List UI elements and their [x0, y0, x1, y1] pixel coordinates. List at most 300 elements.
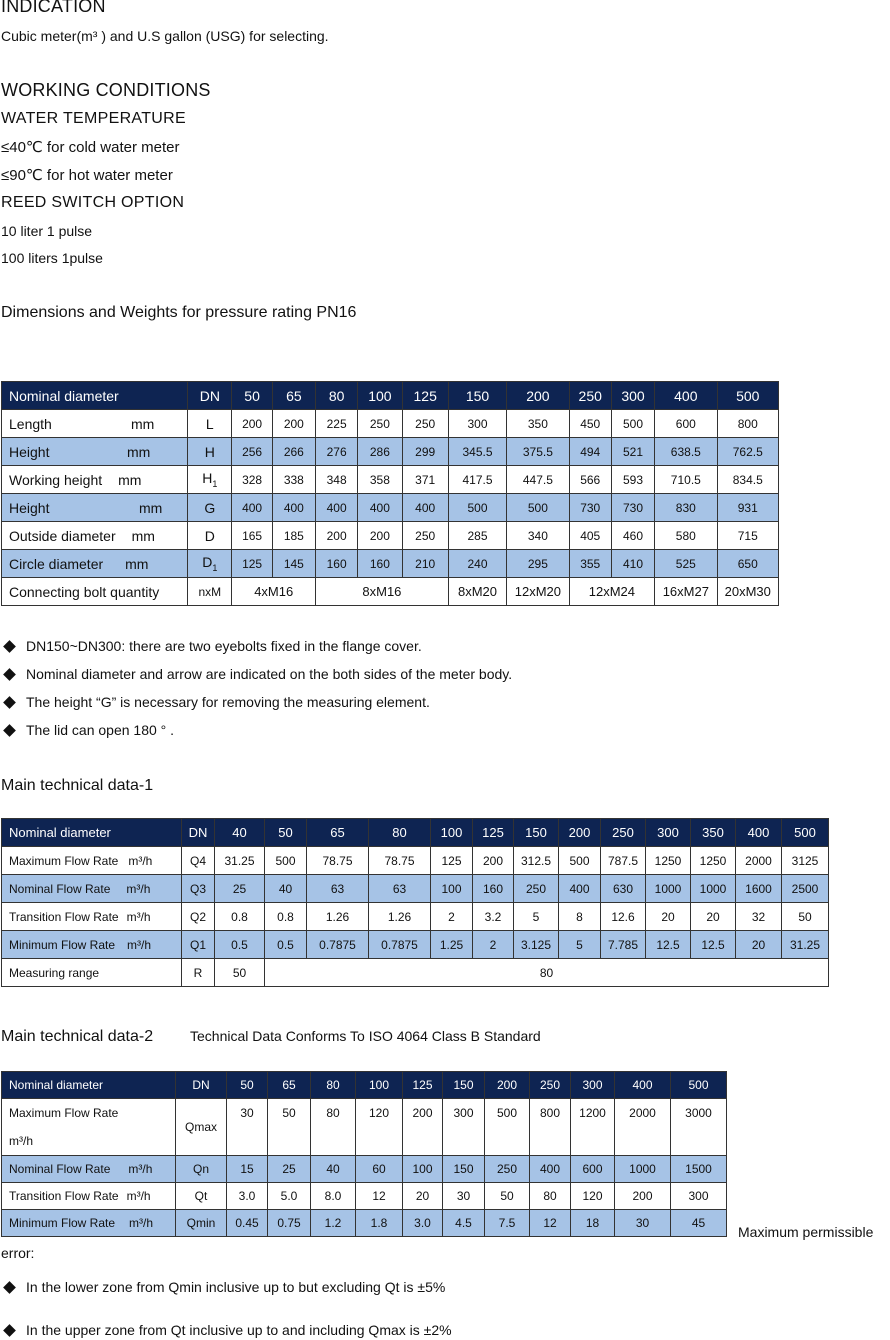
- value-cell: 0.45: [227, 1210, 268, 1237]
- row-symbol: nxM: [188, 578, 232, 606]
- value-cell: 1200: [571, 1099, 615, 1156]
- value-cell: 830: [655, 494, 717, 522]
- dimensions-table: [1, 381, 779, 606]
- row-label: [2, 438, 188, 466]
- value-cell: 120: [571, 1183, 615, 1210]
- dn-cell: 500: [671, 1072, 727, 1099]
- diamond-bullet-icon: [3, 668, 16, 681]
- dn-cell: 50: [227, 1072, 268, 1099]
- row-unit: m³/h: [127, 937, 152, 952]
- value-cell: 200: [358, 522, 402, 550]
- dn-cell: 300: [646, 819, 691, 847]
- row-symbol: H: [188, 438, 232, 466]
- value-cell: 100: [431, 875, 473, 903]
- row-label-text: Height: [9, 499, 50, 516]
- row-label: [2, 466, 188, 494]
- table-row: [2, 438, 779, 466]
- value-cell: 250: [514, 875, 559, 903]
- row-symbol: Q3: [182, 875, 215, 903]
- value-cell: 120: [356, 1099, 403, 1156]
- value-cell: 1250: [691, 847, 736, 875]
- note-text: The height “G” is necessary for removing the measuring element.: [26, 694, 430, 710]
- value-cell: 3.0: [227, 1183, 268, 1210]
- diamond-bullet-icon: [3, 724, 16, 737]
- value-cell: 250: [402, 410, 448, 438]
- row-unit: mm: [127, 443, 151, 460]
- row-unit: mm: [131, 415, 155, 432]
- dn-cell: 200: [485, 1072, 530, 1099]
- table-row: [2, 875, 829, 903]
- value-cell: 500: [448, 494, 506, 522]
- value-cell: 710.5: [655, 466, 717, 494]
- value-cell: 0.75: [268, 1210, 311, 1237]
- row-unit: m³/h: [126, 1189, 151, 1203]
- diamond-bullet-icon: [3, 1281, 16, 1294]
- dn-cell: 80: [311, 1072, 356, 1099]
- value-cell: 30: [615, 1210, 671, 1237]
- symbol-text: D: [202, 554, 213, 571]
- row-symbol: Qt: [176, 1183, 227, 1210]
- bolt-cell: 16xM27: [655, 578, 717, 606]
- dn-cell: 200: [559, 819, 601, 847]
- dn-cell: 400: [736, 819, 782, 847]
- row-label-text: Working height: [9, 471, 103, 488]
- value-cell: 3.2: [473, 903, 514, 931]
- value-cell: 345.5: [448, 438, 506, 466]
- row-label: [2, 410, 188, 438]
- error-item: [2, 1322, 452, 1338]
- value-cell: 200: [272, 410, 315, 438]
- value-cell: 125: [431, 847, 473, 875]
- value-cell: 2: [431, 903, 473, 931]
- row-label: [2, 550, 188, 578]
- value-cell: 0.5: [265, 931, 307, 959]
- row-symbol: [188, 550, 232, 578]
- value-cell: 78.75: [369, 847, 431, 875]
- header-symbol: DN: [188, 382, 232, 410]
- water-temperature-title: WATER TEMPERATURE: [1, 110, 186, 127]
- value-cell: 1.25: [431, 931, 473, 959]
- value-cell: 286: [358, 438, 402, 466]
- row-unit: mm: [125, 555, 149, 572]
- value-cell: 630: [601, 875, 646, 903]
- dn-cell: 150: [514, 819, 559, 847]
- row-label: [2, 1156, 176, 1183]
- row-unit: m³/h: [128, 1162, 153, 1176]
- value-cell: 650: [717, 550, 778, 578]
- value-cell: 447.5: [507, 466, 569, 494]
- dn-cell: 350: [691, 819, 736, 847]
- value-cell: 400: [402, 494, 448, 522]
- dn-cell: 500: [717, 382, 778, 410]
- value-cell: 1.2: [311, 1210, 356, 1237]
- value-cell: 200: [403, 1099, 443, 1156]
- row-unit: mm: [139, 499, 163, 516]
- value-cell: 2000: [736, 847, 782, 875]
- value-cell: 1000: [691, 875, 736, 903]
- value-cell: 60: [356, 1156, 403, 1183]
- dn-cell: 100: [431, 819, 473, 847]
- tech2-title: Main technical data-2: [1, 1028, 154, 1045]
- note-text: The lid can open 180 ° .: [26, 722, 175, 738]
- value-cell: 800: [530, 1099, 571, 1156]
- dimensions-header-row: [2, 382, 779, 410]
- table-row: [2, 1183, 727, 1210]
- value-cell: 800: [717, 410, 778, 438]
- row-label: [2, 931, 182, 959]
- value-cell: 348: [315, 466, 357, 494]
- value-cell: 7.5: [485, 1210, 530, 1237]
- diamond-bullet-icon: [3, 640, 16, 653]
- value-cell: 358: [358, 466, 402, 494]
- value-cell: 787.5: [601, 847, 646, 875]
- row-label-text: Minimum Flow Rate: [9, 1216, 116, 1230]
- table-row: [2, 550, 779, 578]
- value-cell: 730: [611, 494, 654, 522]
- bolt-row: [2, 578, 779, 606]
- header-symbol: DN: [176, 1072, 227, 1099]
- value-cell: 638.5: [655, 438, 717, 466]
- value-cell: 328: [232, 466, 272, 494]
- row-label: [2, 522, 188, 550]
- value-cell: 266: [272, 438, 315, 466]
- row-symbol: Q2: [182, 903, 215, 931]
- value-cell: 276: [315, 438, 357, 466]
- error-text: In the upper zone from Qt inclusive up to and including Qmax is ±2%: [26, 1322, 452, 1338]
- value-cell: 3000: [671, 1099, 727, 1156]
- row-symbol: Q1: [182, 931, 215, 959]
- row-unit: m³/h: [126, 909, 151, 924]
- value-cell: 3125: [782, 847, 829, 875]
- value-cell: 12.5: [691, 931, 736, 959]
- row-unit: m³/h: [129, 1216, 154, 1230]
- row-label-text: Length: [9, 415, 52, 432]
- value-cell: 256: [232, 438, 272, 466]
- symbol-text: H: [202, 470, 213, 487]
- row-label-text: Transition Flow Rate: [9, 1189, 119, 1203]
- value-cell: 32: [736, 903, 782, 931]
- tech1-title: Main technical data-1: [1, 777, 154, 794]
- working-conditions-title: WORKING CONDITIONS: [1, 80, 211, 100]
- dn-cell: 250: [601, 819, 646, 847]
- value-cell: 78.75: [307, 847, 369, 875]
- value-cell: 295: [507, 550, 569, 578]
- value-cell: 593: [611, 466, 654, 494]
- value-cell: 525: [655, 550, 717, 578]
- tech2-header-row: [2, 1072, 727, 1099]
- value-cell: 300: [443, 1099, 485, 1156]
- value-cell: 210: [402, 550, 448, 578]
- table-row: [2, 931, 829, 959]
- value-cell: 165: [232, 522, 272, 550]
- value-cell: 20: [691, 903, 736, 931]
- value-cell: 931: [717, 494, 778, 522]
- dn-cell: 250: [569, 382, 611, 410]
- row-symbol: G: [188, 494, 232, 522]
- header-label: Nominal diameter: [2, 382, 188, 410]
- value-cell: 1000: [646, 875, 691, 903]
- note-text: Nominal diameter and arrow are indicated on the both sides of the meter body.: [26, 666, 513, 682]
- dn-cell: 500: [782, 819, 829, 847]
- dn-cell: 80: [315, 382, 357, 410]
- dn-cell: 250: [530, 1072, 571, 1099]
- row-label-text: Maximum Flow Rate: [9, 1106, 119, 1120]
- value-cell: 250: [402, 522, 448, 550]
- symbol-subscript: 1: [212, 562, 218, 573]
- value-cell: 600: [571, 1156, 615, 1183]
- reed-option-2: 100 liters 1pulse: [1, 250, 103, 266]
- value-cell: 12.5: [646, 931, 691, 959]
- diamond-bullet-icon: [3, 1324, 16, 1337]
- value-cell: 31.25: [215, 847, 265, 875]
- value-cell: 300: [671, 1183, 727, 1210]
- row-unit: m³/h: [128, 853, 153, 868]
- row-label-text: Nominal Flow Rate: [9, 1162, 111, 1176]
- value-cell: 566: [569, 466, 611, 494]
- value-cell: 400: [272, 494, 315, 522]
- error-item: [2, 1279, 445, 1295]
- symbol-subscript: 1: [212, 478, 218, 489]
- value-cell: 160: [473, 875, 514, 903]
- value-cell: 50: [485, 1183, 530, 1210]
- value-cell: 312.5: [514, 847, 559, 875]
- value-cell: 45: [671, 1210, 727, 1237]
- value-cell: 3.0: [403, 1210, 443, 1237]
- row-label: Measuring range: [2, 959, 182, 987]
- dn-cell: 100: [358, 382, 402, 410]
- bolt-cell: 20xM30: [717, 578, 778, 606]
- dn-cell: 200: [507, 382, 569, 410]
- value-cell: 450: [569, 410, 611, 438]
- tech1-header-row: [2, 819, 829, 847]
- row-label: [2, 847, 182, 875]
- row-symbol: R: [182, 959, 215, 987]
- bolt-cell: 4xM16: [232, 578, 316, 606]
- value-cell: 18: [571, 1210, 615, 1237]
- bolt-cell: 12xM20: [507, 578, 569, 606]
- value-cell: 340: [507, 522, 569, 550]
- dn-cell: 65: [272, 382, 315, 410]
- value-cell: 20: [403, 1183, 443, 1210]
- row-symbol: [188, 466, 232, 494]
- value-cell: 1250: [646, 847, 691, 875]
- row-unit: m³/h: [9, 1134, 33, 1148]
- value-cell: 63: [369, 875, 431, 903]
- value-cell: 31.25: [782, 931, 829, 959]
- value-cell: 410: [611, 550, 654, 578]
- value-cell: 200: [615, 1183, 671, 1210]
- row-label-text: Minimum Flow Rate: [9, 937, 116, 952]
- value-cell: 500: [611, 410, 654, 438]
- row-unit: mm: [118, 471, 142, 488]
- dn-cell: 65: [268, 1072, 311, 1099]
- value-cell: 0.7875: [307, 931, 369, 959]
- row-symbol: D: [188, 522, 232, 550]
- range-cell: 50: [215, 959, 265, 987]
- value-cell: 20: [736, 931, 782, 959]
- value-cell: 375.5: [507, 438, 569, 466]
- value-cell: 250: [485, 1156, 530, 1183]
- tech2-table: [1, 1071, 727, 1237]
- value-cell: 30: [443, 1183, 485, 1210]
- dn-cell: 80: [369, 819, 431, 847]
- value-cell: 500: [559, 847, 601, 875]
- value-cell: 5: [514, 903, 559, 931]
- row-symbol: Q4: [182, 847, 215, 875]
- tech1-table: [1, 818, 829, 987]
- value-cell: 299: [402, 438, 448, 466]
- reed-switch-title: REED SWITCH OPTION: [1, 194, 185, 211]
- value-cell: 1.26: [307, 903, 369, 931]
- dn-cell: 50: [232, 382, 272, 410]
- header-label: Nominal diameter: [2, 819, 182, 847]
- value-cell: 730: [569, 494, 611, 522]
- value-cell: 0.5: [215, 931, 265, 959]
- row-symbol: Qn: [176, 1156, 227, 1183]
- header-label: Nominal diameter: [2, 1072, 176, 1099]
- note-item: [2, 694, 430, 710]
- value-cell: 1.26: [369, 903, 431, 931]
- value-cell: 500: [485, 1099, 530, 1156]
- dn-cell: 125: [473, 819, 514, 847]
- value-cell: 2000: [615, 1099, 671, 1156]
- value-cell: 4.5: [443, 1210, 485, 1237]
- note-item: [2, 638, 422, 654]
- row-label-text: Nominal Flow Rate: [9, 881, 111, 896]
- value-cell: 5: [559, 931, 601, 959]
- hot-water-limit: ≤90℃ for hot water meter: [1, 167, 173, 184]
- value-cell: 145: [272, 550, 315, 578]
- value-cell: 12: [356, 1183, 403, 1210]
- value-cell: 8: [559, 903, 601, 931]
- value-cell: 0.8: [215, 903, 265, 931]
- value-cell: 30: [227, 1099, 268, 1156]
- value-cell: 2: [473, 931, 514, 959]
- dn-cell: 125: [403, 1072, 443, 1099]
- value-cell: 25: [268, 1156, 311, 1183]
- note-item: [2, 666, 512, 682]
- value-cell: 15: [227, 1156, 268, 1183]
- value-cell: 1.8: [356, 1210, 403, 1237]
- value-cell: 8.0: [311, 1183, 356, 1210]
- value-cell: 40: [311, 1156, 356, 1183]
- value-cell: 20: [646, 903, 691, 931]
- value-cell: 225: [315, 410, 357, 438]
- dn-cell: 300: [571, 1072, 615, 1099]
- row-symbol: L: [188, 410, 232, 438]
- note-item: [2, 722, 174, 738]
- value-cell: 0.8: [265, 903, 307, 931]
- table-row: [2, 522, 779, 550]
- value-cell: 400: [232, 494, 272, 522]
- value-cell: 355: [569, 550, 611, 578]
- table-row: [2, 466, 779, 494]
- table-row: [2, 903, 829, 931]
- value-cell: 580: [655, 522, 717, 550]
- dn-cell: 50: [265, 819, 307, 847]
- row-label: [2, 1210, 176, 1237]
- dn-cell: 150: [448, 382, 506, 410]
- value-cell: 185: [272, 522, 315, 550]
- value-cell: 300: [448, 410, 506, 438]
- note-text: DN150~DN300: there are two eyebolts fixed in the flange cover.: [26, 638, 422, 654]
- value-cell: 50: [268, 1099, 311, 1156]
- diamond-bullet-icon: [3, 696, 16, 709]
- value-cell: 500: [265, 847, 307, 875]
- dimensions-title: Dimensions and Weights for pressure rating PN16: [1, 304, 357, 321]
- row-symbol: Qmin: [176, 1210, 227, 1237]
- value-cell: 80: [311, 1099, 356, 1156]
- value-cell: 80: [530, 1183, 571, 1210]
- value-cell: 160: [358, 550, 402, 578]
- value-cell: 762.5: [717, 438, 778, 466]
- table-row: [2, 847, 829, 875]
- row-label: [2, 1183, 176, 1210]
- measuring-range-row: [2, 959, 829, 987]
- value-cell: 405: [569, 522, 611, 550]
- value-cell: 400: [358, 494, 402, 522]
- row-unit: mm: [131, 527, 155, 544]
- table-row: [2, 1210, 727, 1237]
- max-flow-row: [2, 1099, 727, 1156]
- value-cell: 63: [307, 875, 369, 903]
- value-cell: 400: [315, 494, 357, 522]
- row-label: [2, 494, 188, 522]
- value-cell: 0.7875: [369, 931, 431, 959]
- value-cell: 285: [448, 522, 506, 550]
- value-cell: 417.5: [448, 466, 506, 494]
- bolt-cell: 8xM16: [315, 578, 448, 606]
- value-cell: 400: [559, 875, 601, 903]
- dn-cell: 125: [402, 382, 448, 410]
- error-title: Maximum permissible: [738, 1224, 874, 1240]
- table-row: [2, 1156, 727, 1183]
- value-cell: 834.5: [717, 466, 778, 494]
- row-label-text: Maximum Flow Rate: [9, 853, 119, 868]
- value-cell: 371: [402, 466, 448, 494]
- value-cell: 3.125: [514, 931, 559, 959]
- header-symbol: DN: [182, 819, 215, 847]
- value-cell: 125: [232, 550, 272, 578]
- row-label: [2, 903, 182, 931]
- value-cell: 460: [611, 522, 654, 550]
- row-unit: m³/h: [126, 881, 151, 896]
- error-text: In the lower zone from Qmin inclusive up to but excluding Qt is ±5%: [26, 1279, 446, 1295]
- value-cell: 1500: [671, 1156, 727, 1183]
- dn-cell: 400: [615, 1072, 671, 1099]
- value-cell: 521: [611, 438, 654, 466]
- value-cell: 200: [232, 410, 272, 438]
- table-row: [2, 410, 779, 438]
- bolt-cell: 12xM24: [569, 578, 655, 606]
- range-cell: 80: [265, 959, 829, 987]
- value-cell: 150: [443, 1156, 485, 1183]
- dn-cell: 100: [356, 1072, 403, 1099]
- value-cell: 5.0: [268, 1183, 311, 1210]
- row-symbol: Qmax: [176, 1099, 227, 1156]
- row-label-text: Circle diameter: [9, 555, 104, 572]
- value-cell: 200: [315, 522, 357, 550]
- value-cell: 160: [315, 550, 357, 578]
- value-cell: 2500: [782, 875, 829, 903]
- row-label-text: Height: [9, 443, 50, 460]
- value-cell: 494: [569, 438, 611, 466]
- dn-cell: 40: [215, 819, 265, 847]
- row-label-text: Outside diameter: [9, 527, 116, 544]
- dn-cell: 150: [443, 1072, 485, 1099]
- value-cell: 12.6: [601, 903, 646, 931]
- value-cell: 12: [530, 1210, 571, 1237]
